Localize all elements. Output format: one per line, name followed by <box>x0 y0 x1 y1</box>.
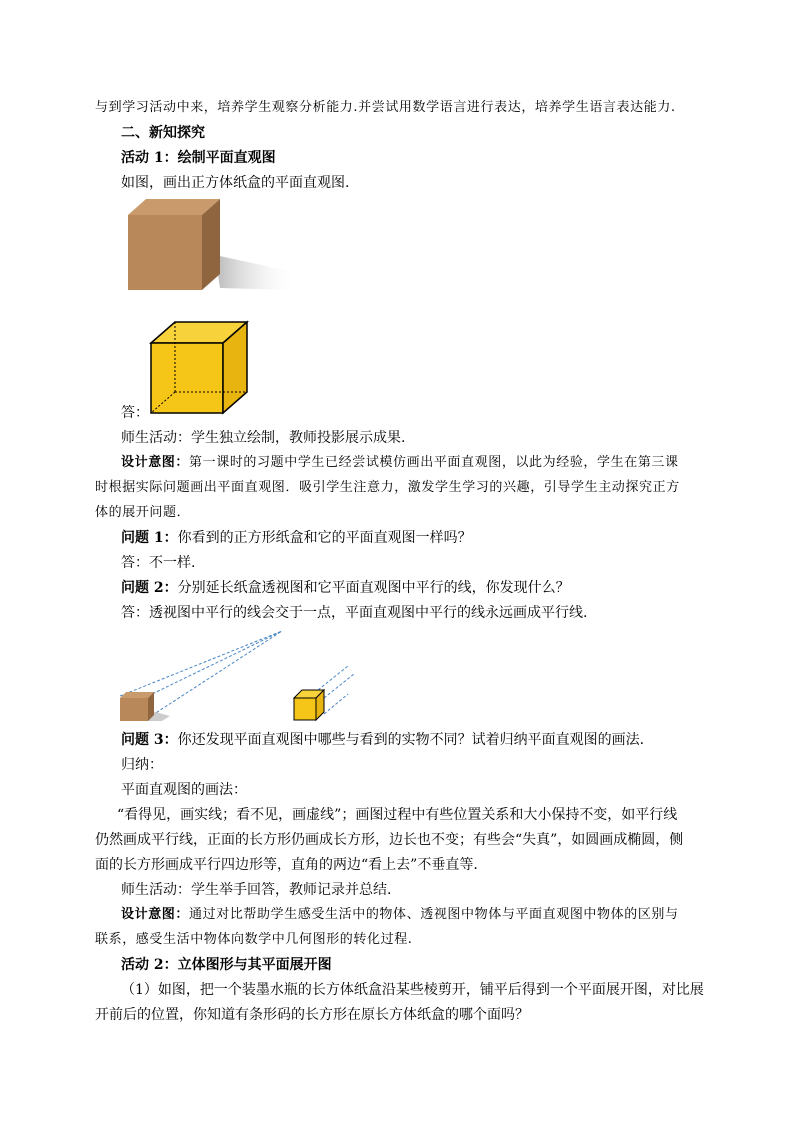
method-line2: 仍然画成平行线，正面的长方形仍画成长方形，边长也不变；有些会“失真”，如圆画成椭圆，侧 <box>95 832 684 848</box>
text: 第一课时的习题中学生已经尝试模仿画出平面直观图，以此为经验，学生在第三课 <box>189 455 679 470</box>
text: 你看到的正方形纸盒和它的平面直观图一样吗？ <box>177 530 472 546</box>
label: 问题 3： <box>121 732 178 748</box>
label: 师生活动： <box>121 882 191 898</box>
method-line3: 面的长方形画成平行四边形等，直角的两边“看上去”不垂直等. <box>95 857 478 873</box>
label: 问题 2： <box>121 580 178 596</box>
text: 学生独立绘制，教师投影展示成果. <box>191 430 406 446</box>
label: 师生活动： <box>121 430 191 446</box>
activity2-line2: 开前后的位置，你知道有条形码的长方形在原长方体纸盒的哪个面吗？ <box>95 1007 529 1023</box>
text: 你还发现平面直观图中哪些与看到的实物不同？试着归纳平面直观图的画法. <box>177 732 645 748</box>
teacher-student-activity-1 <box>121 428 731 448</box>
answer-1: 答：不一样. <box>121 555 196 571</box>
design-intent-1-line2: 时根据实际问题画出平面直观图．吸引学生注意力，激发学生学习的兴趣，引导学生主动探究正方 <box>95 480 680 495</box>
activity2-line1: （1）如图，把一个装墨水瓶的长方体纸盒沿某些棱剪开，铺平后得到一个平面展开图，对比展 <box>121 982 704 998</box>
activity2-title: 活动 2：立体图形与其平面展开图 <box>121 957 332 973</box>
intro-line: 与到学习活动中来，培养学生观察分析能力.并尝试用数学语言进行表达，培养学生语言表达能力. <box>95 100 676 115</box>
perspective-comparison-figure <box>112 628 362 726</box>
summary-label: 归纳： <box>121 757 163 773</box>
design-intent-2-line2: 联系，感受生活中物体向数学中几何图形的转化过程. <box>95 932 413 947</box>
question-1 <box>121 528 731 548</box>
question-3 <box>121 730 731 750</box>
method-line1: “看得见，画实线；看不见，画虚线”；画图过程中有些位置关系和大小保持不变，如平行线 <box>117 807 678 823</box>
design-intent-1-line1 <box>121 453 731 473</box>
label: 问题 1： <box>121 530 178 546</box>
answer-label: 答： <box>121 405 149 421</box>
teacher-student-activity-2 <box>121 880 731 900</box>
activity1-title: 活动 1：绘制平面直观图 <box>121 150 276 166</box>
text: 学生举手回答，教师记录并总结. <box>191 882 392 898</box>
text: 分别延长纸盒透视图和它平面直观图中平行的线，你发现什么？ <box>177 580 570 596</box>
design-intent-1-line3: 体的展开问题． <box>95 505 191 520</box>
text: 通过对比帮助学生感受生活中的物体、透视图中物体与平面直观图中物体的区别与 <box>189 907 679 922</box>
method-title: 平面直观图的画法： <box>121 782 247 798</box>
answer-2: 答：透视图中平行的线会交于一点，平面直观图中平行的线永远画成平行线. <box>121 605 588 621</box>
activity1-prompt: 如图，画出正方体纸盒的平面直观图. <box>121 175 350 191</box>
label: 设计意图： <box>121 455 190 470</box>
label: 设计意图： <box>121 907 190 922</box>
section-heading: 二、新知探究 <box>121 125 205 141</box>
cardboard-box-image <box>120 195 305 295</box>
design-intent-2-line1 <box>121 905 731 925</box>
question-2 <box>121 578 731 598</box>
